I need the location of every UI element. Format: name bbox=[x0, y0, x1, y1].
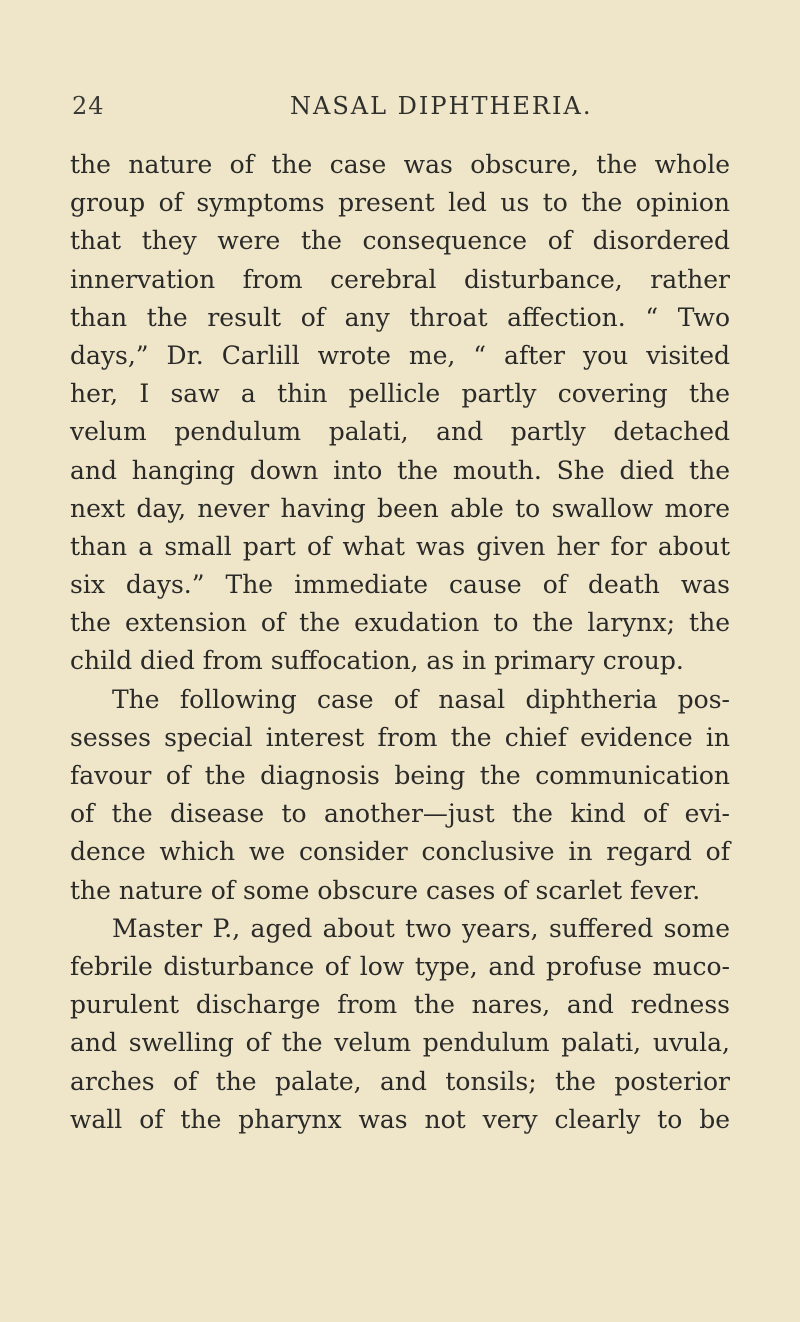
text-line: velum pendulum palati, and partly detached bbox=[70, 417, 730, 447]
text-line: and swelling of the velum pendulum palati, uvula, bbox=[70, 1028, 730, 1058]
text-line: that they were the consequence of disordered bbox=[70, 226, 730, 256]
text-line: the nature of some obscure cases of scarlet fever. bbox=[70, 875, 701, 905]
text-line: than the result of any throat affection. “ Two bbox=[70, 302, 730, 332]
text-line: purulent discharge from the nares, and redness bbox=[70, 990, 730, 1020]
text-line: next day, never having been able to swallow more bbox=[70, 493, 730, 523]
text-line: dence which we consider conclusive in regard of bbox=[70, 837, 730, 867]
text-line: days,” Dr. Carlill wrote me, “ after you visited bbox=[70, 340, 730, 370]
text-line: and hanging down into the mouth. She died the bbox=[70, 455, 730, 485]
text-line: favour of the diagnosis being the communication bbox=[70, 761, 730, 790]
text-line: group of symptoms present led us to the opinion bbox=[70, 188, 730, 218]
text-line: six days.” The immediate cause of death was bbox=[70, 570, 730, 600]
text-line: of the disease to another—just the kind of evi- bbox=[70, 799, 730, 829]
text-line: Master P., aged about two years, suffered some bbox=[112, 913, 730, 943]
text-line: sesses special interest from the chief evidence in bbox=[70, 722, 730, 752]
text-line: her, I saw a thin pellicle partly covering the bbox=[70, 379, 730, 409]
text-line: innervation from cerebral disturbance, rather bbox=[70, 264, 730, 294]
text-line: the extension of the exudation to the larynx; the bbox=[70, 608, 730, 638]
text-line: than a small part of what was given her for about bbox=[70, 531, 730, 561]
text-line: child died from suffocation, as in primary croup. bbox=[70, 646, 684, 676]
text-line: arches of the palate, and tonsils; the posterior bbox=[70, 1066, 730, 1096]
text-line: the nature of the case was obscure, the whole bbox=[70, 150, 730, 179]
text-line: febrile disturbance of low type, and profuse muco- bbox=[70, 951, 730, 981]
text-line: The following case of nasal diphtheria pos- bbox=[112, 684, 730, 714]
running-head: NASAL DIPHTHERIA. bbox=[290, 92, 593, 120]
page-number: 24 bbox=[72, 92, 105, 120]
page-header bbox=[0, 92, 800, 132]
body-text bbox=[70, 146, 730, 1139]
text-line: wall of the pharynx was not very clearly to be bbox=[70, 1104, 730, 1134]
